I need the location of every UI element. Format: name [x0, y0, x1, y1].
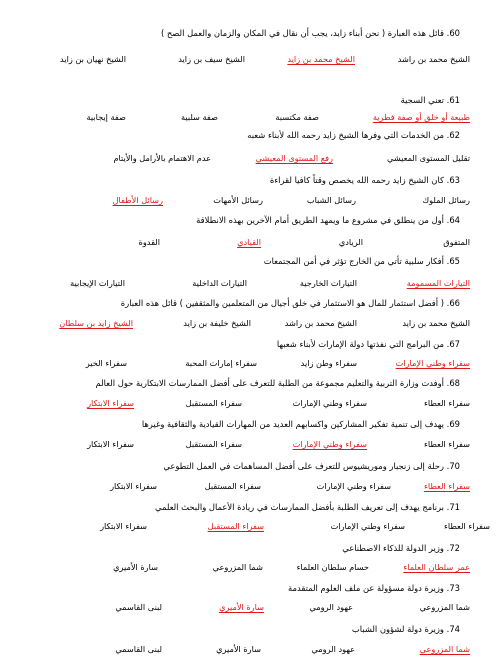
question-text: وزيرة دولة لشؤون الشباب	[351, 624, 444, 634]
option-71-1[interactable]: سفراء العطاء	[443, 521, 490, 531]
question-text: أفكار سلبية تأتي من الخارج تؤثر في أمن المجتمعات	[263, 256, 444, 266]
option-62-3[interactable]: عدم الاهتمام بالأرامل والأيتام	[113, 153, 211, 163]
question-text: قائل هذه العبارة ( نحن أبناء زايد، يجب أن نقال في المكان والزمان والعمل الصح )	[160, 28, 444, 38]
option-61-4[interactable]: صفة إيجابية	[86, 112, 126, 122]
option-64-3-correct[interactable]: القيادي	[237, 237, 261, 247]
option-66-2[interactable]: الشيخ محمد بن راشد	[284, 318, 357, 328]
question-number: 64.	[446, 215, 460, 225]
option-66-4-correct[interactable]: الشيخ زايد بن سلطان	[59, 318, 133, 328]
option-67-4[interactable]: سفراء الخير	[85, 358, 127, 368]
option-69-4[interactable]: سفراء الابتكار	[87, 439, 134, 449]
question-text: وزير الدولة للذكاء الاصطناعي	[342, 543, 444, 553]
option-70-2[interactable]: سفراء وطني الإمارات	[316, 481, 391, 491]
option-73-4[interactable]: لبنى القاسمي	[115, 602, 162, 612]
question-70	[163, 461, 460, 472]
option-73-3-correct[interactable]: سارة الأميري	[219, 602, 264, 612]
option-64-1[interactable]: المتفوق	[443, 237, 470, 247]
question-text: من الخدمات التي وفرها الشيخ زايد رحمه الله لأبناء شعبه	[247, 130, 444, 140]
option-60-3[interactable]: الشيخ سيف بن زايد	[178, 54, 245, 64]
option-60-1[interactable]: الشيخ محمد بن راشد	[397, 54, 470, 64]
option-72-4[interactable]: سارة الأميري	[113, 562, 158, 572]
option-67-2[interactable]: سفراء وطن زايد	[300, 358, 357, 368]
option-74-2[interactable]: عهود الرومي	[311, 644, 355, 654]
option-68-1[interactable]: سفراء العطاء	[423, 398, 470, 408]
option-68-4-correct[interactable]: سفراء الابتكار	[87, 398, 134, 408]
option-73-2[interactable]: عهود الرومي	[309, 602, 353, 612]
question-number: 66.	[446, 298, 460, 308]
question-number: 73.	[446, 583, 460, 593]
option-64-4[interactable]: القدوة	[138, 237, 160, 247]
question-number: 71.	[446, 502, 460, 512]
option-65-2[interactable]: التيارات الخارجية	[299, 278, 357, 288]
question-number: 62.	[446, 130, 460, 140]
question-text: رحلة إلى زنجبار وموريشيوس للتعرف على أفضل المساهمات في العمل التطوعي	[163, 461, 444, 471]
option-60-4[interactable]: الشيخ نهيان بن زايد	[60, 54, 126, 64]
question-text: أول من ينطلق في مشروع ما ويمهد الطريق أمام الآخرين بهذه الانطلاقة	[196, 215, 444, 225]
question-number: 67.	[446, 339, 460, 349]
option-72-1-correct[interactable]: عمر سلطان العلماء	[403, 562, 470, 572]
option-73-1[interactable]: شما المزروعي	[419, 602, 470, 612]
option-66-1[interactable]: الشيخ محمد بن زايد	[402, 318, 470, 328]
question-63	[270, 175, 460, 186]
option-62-1[interactable]: تقليل المستوى المعيشي	[387, 153, 470, 163]
option-62-2-correct[interactable]: رفع المستوى المعيشي	[255, 153, 333, 163]
option-63-1[interactable]: رسائل الملوك	[422, 195, 470, 205]
option-60-2-correct[interactable]: الشيخ محمد بن زايد	[287, 54, 355, 64]
question-text: يهدف إلى تنمية تفكير المشاركين واكسابهم العديد من المهارات القيادية والثقافية وغيرها	[141, 419, 444, 429]
question-text: أوفدت وزارة التربية والتعليم مجموعة من الطلبة للتعرف على أفضل الممارسات الابتكارية حول العالم	[95, 378, 444, 388]
question-60	[161, 28, 460, 39]
option-69-3[interactable]: سفراء المستقبل	[185, 439, 242, 449]
question-72	[342, 543, 460, 554]
question-69	[142, 419, 460, 430]
option-61-2[interactable]: صفة مكتسبة	[275, 112, 319, 122]
question-73	[288, 583, 460, 594]
option-74-3[interactable]: سارة الأميري	[216, 644, 261, 654]
option-70-3[interactable]: سفراء المستقبل	[204, 481, 261, 491]
question-text: كان الشيخ زايد رحمه الله يخصص وقتاً كافيا لقراءة	[269, 175, 444, 185]
question-number: 60.	[446, 28, 460, 38]
option-72-2[interactable]: حسام سلطان العلماء	[296, 562, 369, 572]
option-70-1-correct[interactable]: سفراء العطاء	[423, 481, 470, 491]
question-number: 65.	[446, 256, 460, 266]
question-61	[401, 95, 460, 106]
option-69-2-correct[interactable]: سفراء وطني الإمارات	[292, 439, 367, 449]
option-70-4[interactable]: سفراء الابتكار	[110, 481, 157, 491]
question-number: 74.	[446, 624, 460, 634]
option-71-2[interactable]: سفراء وطني الإمارات	[330, 521, 405, 531]
option-64-2[interactable]: الريادي	[338, 237, 363, 247]
option-74-1-correct[interactable]: شما المزروعي	[419, 644, 470, 654]
question-number: 61.	[446, 95, 460, 105]
option-69-1[interactable]: سفراء العطاء	[423, 439, 470, 449]
option-61-1-correct[interactable]: طبيعة أو خلق أو صفة فطرية	[372, 112, 470, 122]
question-text: ( أفضل استثمار للمال هو الاستثمار في خلق أجيال من المتعلمين والمثقفين ) قائل هذه العبارة	[120, 298, 444, 308]
option-65-1-correct[interactable]: التيارات المسمومة	[406, 278, 470, 288]
option-66-3[interactable]: الشيخ خليفة بن زايد	[183, 318, 251, 328]
option-72-3[interactable]: شما المزروعي	[212, 562, 263, 572]
question-74	[352, 624, 460, 635]
option-67-3[interactable]: سفراء إمارات المحبة	[185, 358, 257, 368]
question-67	[277, 339, 460, 350]
option-68-3[interactable]: سفراء المستقبل	[185, 398, 242, 408]
option-65-4[interactable]: التيارات الإيجابية	[70, 278, 125, 288]
question-number: 70.	[446, 461, 460, 471]
option-65-3[interactable]: التيارات الداخلية	[192, 278, 247, 288]
question-number: 69.	[446, 419, 460, 429]
question-number: 63.	[446, 175, 460, 185]
option-61-3[interactable]: صفة سلبية	[181, 112, 218, 122]
question-68	[96, 378, 461, 389]
question-65	[264, 256, 460, 267]
question-text: وزيرة دولة مسؤولة عن ملف العلوم المتقدمة	[288, 583, 444, 593]
option-71-4[interactable]: سفراء الابتكار	[100, 521, 147, 531]
question-64	[196, 215, 460, 226]
option-63-2[interactable]: رسائل الشباب	[306, 195, 356, 205]
option-74-4[interactable]: لبنى القاسمي	[115, 644, 162, 654]
option-63-3[interactable]: رسائل الأمهات	[213, 195, 263, 205]
question-text: تعني السجية	[400, 95, 444, 105]
option-71-3-correct[interactable]: سفراء المستقبل	[207, 521, 264, 531]
question-number: 72.	[446, 543, 460, 553]
question-text: برنامج يهدف إلى تعريف الطلبة بأفضل الممارسات في ريادة الأعمال والبحث العلمي	[155, 502, 444, 512]
option-68-2[interactable]: سفراء وطني الإمارات	[292, 398, 367, 408]
option-63-4-correct[interactable]: رسائل الأطفال	[112, 195, 163, 205]
question-71	[155, 502, 460, 513]
option-67-1-correct[interactable]: سفراء وطني الإمارات	[395, 358, 470, 368]
question-number: 68.	[446, 378, 460, 388]
question-66	[121, 298, 460, 309]
question-62	[247, 130, 460, 141]
question-text: من البرامج التي نفذتها دولة الإمارات لأبناء شعبها	[276, 339, 444, 349]
